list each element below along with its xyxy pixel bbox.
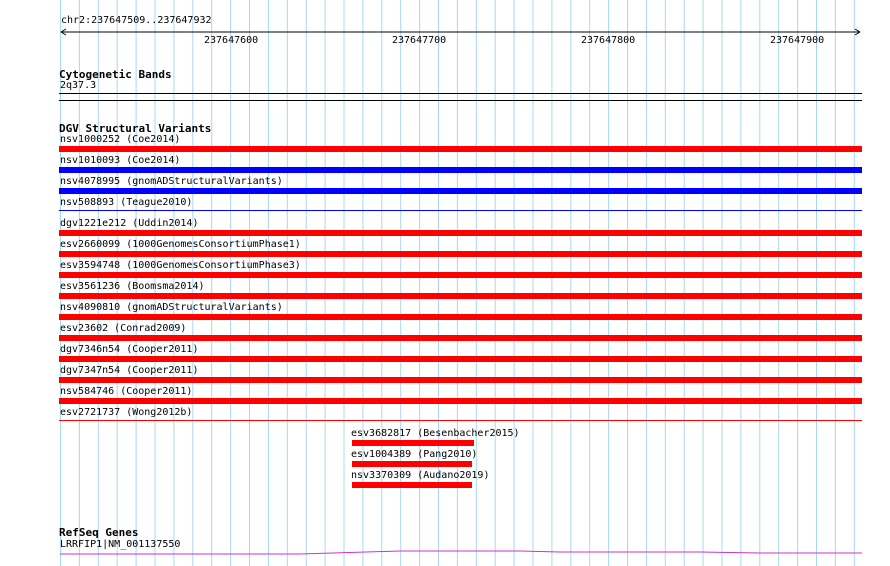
dgv-feature-label[interactable]: esv2660099 (1000GenomesConsortiumPhase1) bbox=[60, 239, 301, 250]
dgv-feature-label[interactable]: nsv4090810 (gnomADStructuralVariants) bbox=[60, 302, 283, 313]
dgv-feature-bar[interactable] bbox=[59, 272, 862, 278]
refseq-track-title[interactable]: RefSeq Genes bbox=[59, 526, 139, 539]
dgv-feature-bar[interactable] bbox=[59, 251, 862, 257]
dgv-feature-bar[interactable] bbox=[59, 420, 862, 421]
track-divider bbox=[59, 100, 862, 101]
dgv-feature-label[interactable]: dgv7346n54 (Cooper2011) bbox=[60, 344, 199, 355]
dgv-feature-bar[interactable] bbox=[59, 398, 862, 404]
dgv-feature-bar[interactable] bbox=[352, 461, 472, 467]
dgv-feature-label[interactable]: dgv7347n54 (Cooper2011) bbox=[60, 365, 199, 376]
dgv-feature-label[interactable]: esv1004389 (Pang2010) bbox=[351, 449, 478, 460]
ruler-tick-label: 237647600 bbox=[204, 35, 259, 46]
dgv-feature-label[interactable]: dgv1221e212 (Uddin2014) bbox=[60, 218, 199, 229]
cytoband-label[interactable]: 2q37.3 bbox=[60, 80, 97, 91]
dgv-feature-bar[interactable] bbox=[352, 482, 472, 488]
dgv-feature-label[interactable]: nsv1010093 (Coe2014) bbox=[60, 155, 181, 166]
ruler-tick-label: 237647900 bbox=[770, 35, 825, 46]
dgv-feature-label[interactable]: esv3561236 (Boomsma2014) bbox=[60, 281, 205, 292]
dgv-feature-label[interactable]: esv23602 (Conrad2009) bbox=[60, 323, 187, 334]
dgv-track-title[interactable]: DGV Structural Variants bbox=[59, 122, 212, 135]
dgv-feature-label[interactable]: nsv1000252 (Coe2014) bbox=[60, 134, 181, 145]
dgv-feature-bar[interactable] bbox=[59, 293, 862, 299]
dgv-feature-bar[interactable] bbox=[59, 314, 862, 320]
dgv-feature-label[interactable]: nsv4078995 (gnomADStructuralVariants) bbox=[60, 176, 283, 187]
refseq-gene-feature[interactable] bbox=[0, 545, 890, 557]
dgv-feature-bar[interactable] bbox=[59, 377, 862, 383]
dgv-feature-bar[interactable] bbox=[59, 356, 862, 362]
dgv-feature-bar[interactable] bbox=[59, 230, 862, 236]
dgv-feature-label[interactable]: esv3594748 (1000GenomesConsortiumPhase3) bbox=[60, 260, 301, 271]
dgv-feature-label[interactable]: nsv584746 (Cooper2011) bbox=[60, 386, 193, 397]
dgv-feature-label[interactable]: esv2721737 (Wong2012b) bbox=[60, 407, 193, 418]
dgv-feature-bar[interactable] bbox=[59, 146, 862, 152]
dgv-feature-bar[interactable] bbox=[352, 440, 474, 446]
dgv-feature-bar[interactable] bbox=[59, 210, 862, 211]
ruler-tick-label: 237647800 bbox=[581, 35, 636, 46]
cytoband-line[interactable] bbox=[59, 93, 862, 94]
dgv-feature-bar[interactable] bbox=[59, 188, 862, 194]
locus-label: chr2:237647509..237647932 bbox=[61, 15, 212, 26]
dgv-feature-label[interactable]: esv3682817 (Besenbacher2015) bbox=[351, 428, 520, 439]
cytoband-track-title[interactable]: Cytogenetic Bands bbox=[59, 68, 172, 81]
dgv-feature-label[interactable]: nsv508893 (Teague2010) bbox=[60, 197, 193, 208]
dgv-feature-label[interactable]: nsv3370309 (Audano2019) bbox=[351, 470, 490, 481]
refseq-gene-label[interactable]: LRRFIP1|NM_001137550 bbox=[60, 539, 181, 550]
dgv-feature-bar[interactable] bbox=[59, 167, 862, 173]
ruler-tick-label: 237647700 bbox=[392, 35, 447, 46]
dgv-feature-bar[interactable] bbox=[59, 335, 862, 341]
